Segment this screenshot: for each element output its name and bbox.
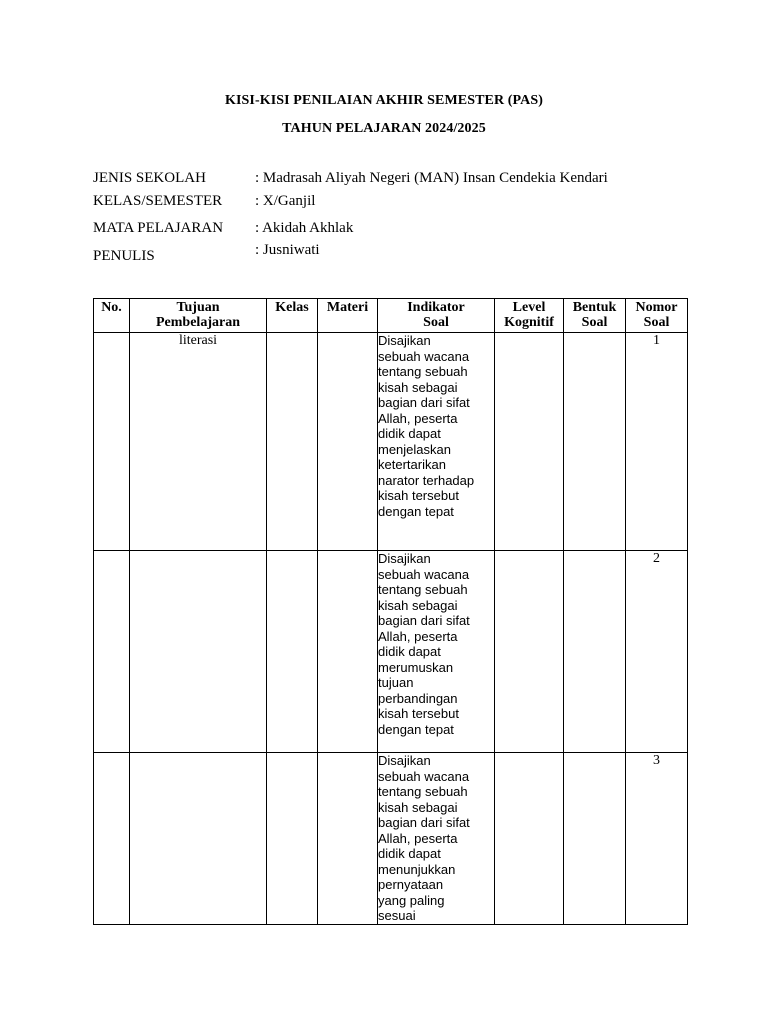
cell-materi (318, 753, 378, 925)
table-row (94, 333, 688, 551)
table-header-row (94, 299, 688, 333)
cell-indikator: Disajikan sebuah wacana tentang sebuah kisah sebagai bagian dari sifat Allah, peserta didik dapat menunjukkan pernyataan yang paling sesuai (378, 753, 495, 925)
cell-level (495, 551, 564, 753)
cell-bentuk (564, 753, 626, 925)
header-no: No. (94, 299, 130, 333)
info-value-kelas-semester: : X/Ganjil (255, 193, 316, 209)
info-label-mata-pelajaran: MATA PELAJARAN (93, 220, 224, 236)
header-bentuk-soal: Bentuk Soal (564, 299, 626, 333)
cell-nomor: 3 (626, 753, 688, 925)
header-kelas: Kelas (267, 299, 318, 333)
cell-kelas (267, 551, 318, 753)
header-indikator-soal: Indikator Soal (378, 299, 495, 333)
cell-materi (318, 333, 378, 551)
document-year: TAHUN PELAJARAN 2024/2025 (282, 121, 486, 136)
cell-indikator: Disajikan sebuah wacana tentang sebuah kisah sebagai bagian dari sifat Allah, peserta didik dapat merumuskan tujuan perbandingan kisah tersebut dengan tepat (378, 551, 495, 753)
cell-indikator: Disajikan sebuah wacana tentang sebuah kisah sebagai bagian dari sifat Allah, peserta didik dapat menjelaskan ketertarikan narator terhadap kisah tersebut dengan tepat (378, 333, 495, 551)
info-label-jenis-sekolah: JENIS SEKOLAH (93, 170, 206, 186)
info-value-penulis: : Jusniwati (255, 242, 320, 258)
cell-nomor: 2 (626, 551, 688, 753)
cell-nomor: 1 (626, 333, 688, 551)
cell-bentuk (564, 551, 626, 753)
header-nomor-soal: Nomor Soal (626, 299, 688, 333)
header-tujuan-pembelajaran: Tujuan Pembelajaran (130, 299, 267, 333)
cell-no (94, 753, 130, 925)
document-title: KISI-KISI PENILAIAN AKHIR SEMESTER (PAS) (224, 93, 544, 108)
cell-materi (318, 551, 378, 753)
cell-tujuan: literasi (130, 333, 267, 551)
header-materi: Materi (318, 299, 378, 333)
cell-no (94, 333, 130, 551)
cell-no (94, 551, 130, 753)
cell-level (495, 333, 564, 551)
cell-level (495, 753, 564, 925)
cell-kelas (267, 333, 318, 551)
header-level-kognitif: Level Kognitif (495, 299, 564, 333)
info-value-jenis-sekolah: : Madrasah Aliyah Negeri (MAN) Insan Cendekia Kendari (255, 170, 608, 186)
cell-tujuan (130, 551, 267, 753)
kisi-kisi-table (93, 298, 688, 925)
cell-tujuan (130, 753, 267, 925)
info-label-penulis: PENULIS (93, 248, 155, 264)
info-label-kelas-semester: KELAS/SEMESTER (93, 193, 223, 209)
cell-kelas (267, 753, 318, 925)
cell-bentuk (564, 333, 626, 551)
table-row (94, 753, 688, 925)
table-row (94, 551, 688, 753)
info-value-mata-pelajaran: : Akidah Akhlak (255, 220, 354, 236)
